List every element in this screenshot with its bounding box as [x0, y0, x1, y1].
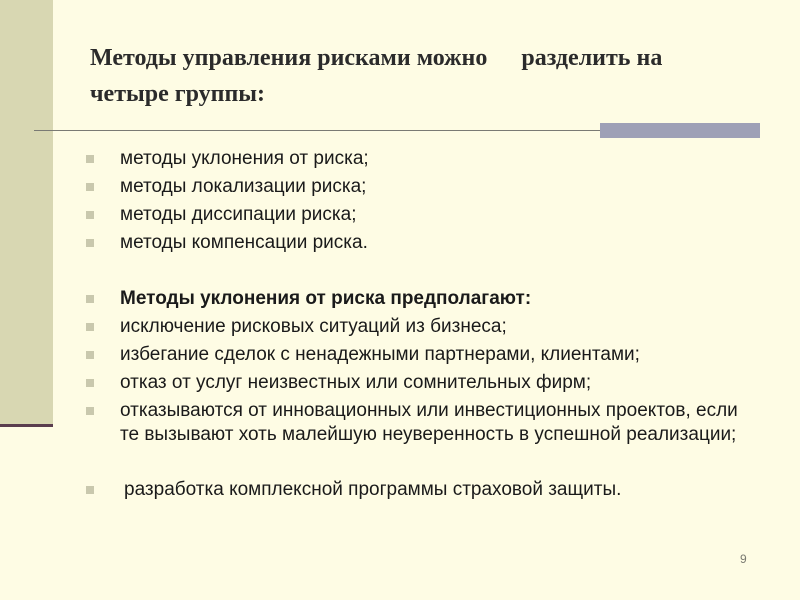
list-item — [86, 315, 766, 339]
bullet-marker — [86, 379, 94, 387]
list-item-text: методы локализации риска; — [120, 176, 367, 197]
bullet-marker — [86, 183, 94, 191]
bullet-marker — [86, 155, 94, 163]
list-item-text: Методы уклонения от риска предполагают: — [120, 288, 532, 309]
list-item-text: методы диссипации риска; — [120, 204, 357, 225]
list-item-text: избегание сделок с ненадежными партнерами, клиентами; — [120, 344, 640, 365]
bullet-marker — [86, 211, 94, 219]
list-item-text: отказываются от инновационных или инвестиционных проектов, если те вызывают хоть малейшую неуверенность в успешной реализации; — [120, 400, 738, 445]
title-part-2: разделить на — [521, 45, 663, 71]
list-item-heading — [86, 287, 766, 311]
list-item-text-inner: разработка комплексной программы страховой защиты. — [124, 479, 622, 500]
bullet-marker — [86, 239, 94, 247]
list-item-text: отказ от услуг неизвестных или сомнительных фирм; — [120, 372, 592, 393]
list-item — [86, 343, 766, 367]
list-item — [86, 147, 766, 171]
list-item — [86, 175, 766, 199]
title-part-1: Методы управления рисками можно — [90, 45, 488, 71]
page-number: 9 — [740, 552, 747, 566]
list-item — [86, 203, 766, 227]
list-item — [86, 371, 766, 395]
list-item — [86, 399, 746, 447]
list-item-text: методы уклонения от риска; — [120, 148, 369, 169]
list-item-text: методы компенсации риска. — [120, 232, 368, 253]
bullet-marker — [86, 295, 94, 303]
bullet-marker — [86, 323, 94, 331]
bullet-marker — [86, 407, 94, 415]
bullet-marker — [86, 486, 94, 494]
list-item-text — [120, 478, 766, 502]
bullet-marker — [86, 351, 94, 359]
list-item-text: исключение рисковых ситуаций из бизнеса; — [120, 316, 507, 337]
list-item — [86, 231, 766, 255]
list-item — [86, 478, 766, 502]
title-line-2: четыре группы: — [90, 81, 266, 107]
